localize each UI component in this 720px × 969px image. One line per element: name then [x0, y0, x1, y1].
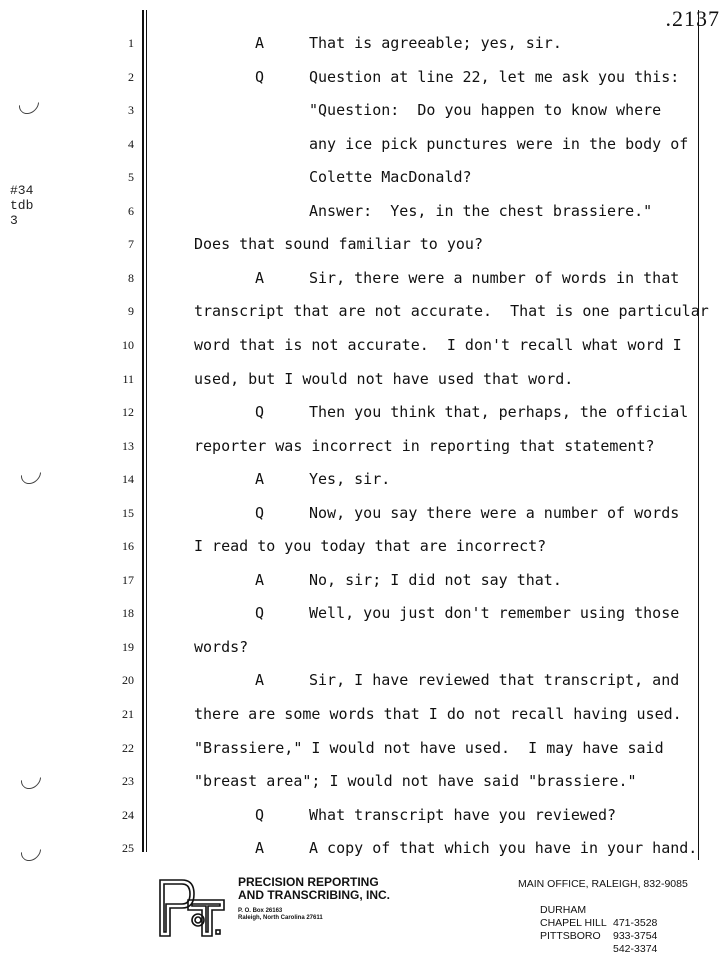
transcript-line: [0, 269, 720, 291]
line-number: 21: [104, 707, 134, 722]
line-number: 18: [104, 606, 134, 621]
line-text: Now, you say there were a number of words: [309, 504, 679, 522]
line-text: No, sir; I did not say that.: [309, 571, 562, 589]
line-text: reporter was incorrect in reporting that statement?: [194, 437, 655, 455]
transcript-line: [0, 638, 720, 660]
transcript-line: [0, 604, 720, 626]
office-phone: 471-3528: [613, 917, 657, 930]
transcript-line: [0, 202, 720, 224]
speaker-label: Q: [255, 806, 264, 824]
page-number: .2137: [666, 6, 720, 32]
speaker-label: Q: [255, 604, 264, 622]
line-text: Sir, there were a number of words in that: [309, 269, 679, 287]
transcript-line: [0, 235, 720, 257]
margin-note: 3: [10, 213, 33, 228]
office-phone-list: [518, 878, 536, 930]
line-text: "Question: Do you happen to know where: [309, 101, 661, 119]
transcript-line: [0, 302, 720, 324]
transcript-line: [0, 504, 720, 526]
line-number: 17: [104, 573, 134, 588]
office-phone: 933-3754: [613, 930, 657, 943]
line-text: Then you think that, perhaps, the official: [309, 403, 688, 421]
main-office: MAIN OFFICE, RALEIGH, 832-9085: [518, 878, 688, 891]
transcript-line: [0, 705, 720, 727]
company-logo: [156, 874, 228, 940]
line-number: 3: [104, 103, 134, 118]
transcript-line: [0, 537, 720, 559]
transcript-line: [0, 571, 720, 593]
line-text: Does that sound familiar to you?: [194, 235, 483, 253]
office-phone: 542-3374: [613, 943, 657, 956]
speaker-label: Q: [255, 504, 264, 522]
line-number: 10: [104, 338, 134, 353]
line-number: 23: [104, 774, 134, 789]
company-address: [238, 908, 390, 922]
margin-note: #34: [10, 183, 33, 198]
company-name: [238, 876, 390, 922]
transcript-line: [0, 403, 720, 425]
transcript-line: [0, 168, 720, 190]
line-text: What transcript have you reviewed?: [309, 806, 616, 824]
company-line-2: AND TRANSCRIBING, INC.: [238, 889, 390, 902]
line-number: 9: [104, 304, 134, 319]
line-number: 20: [104, 673, 134, 688]
transcript-line: [0, 34, 720, 56]
transcript-line: [0, 806, 720, 828]
line-text: used, but I would not have used that word.: [194, 370, 573, 388]
office-row: [518, 917, 536, 930]
speaker-label: A: [255, 269, 264, 287]
transcript-line: [0, 470, 720, 492]
transcript-line: [0, 135, 720, 157]
line-number: 12: [104, 405, 134, 420]
transcript-line: [0, 370, 720, 392]
line-number: 2: [104, 70, 134, 85]
line-text: "breast area"; I would not have said "brassiere.": [194, 772, 637, 790]
line-number: 7: [104, 237, 134, 252]
line-number: 8: [104, 271, 134, 286]
line-text: words?: [194, 638, 248, 656]
speaker-label: A: [255, 34, 264, 52]
line-text: Sir, I have reviewed that transcript, and: [309, 671, 679, 689]
line-number: 15: [104, 506, 134, 521]
line-number: 19: [104, 640, 134, 655]
office-city: CHAPEL HILL: [540, 917, 607, 930]
line-text: Answer: Yes, in the chest brassiere.": [309, 202, 652, 220]
speaker-label: A: [255, 839, 264, 857]
line-number: 5: [104, 170, 134, 185]
transcript-line: [0, 739, 720, 761]
address-line-1: P. O. Box 26163: [238, 908, 390, 915]
speaker-label: A: [255, 671, 264, 689]
speaker-label: A: [255, 470, 264, 488]
line-number: 11: [104, 372, 134, 387]
line-text: transcript that are not accurate. That is one particular: [194, 302, 709, 320]
transcript-line: [0, 839, 720, 861]
speaker-label: A: [255, 571, 264, 589]
line-text: A copy of that which you have in your hand.: [309, 839, 697, 857]
line-text: That is agreeable; yes, sir.: [309, 34, 562, 52]
address-line-2: Raleigh, North Carolina 27611: [238, 915, 390, 922]
line-text: I read to you today that are incorrect?: [194, 537, 546, 555]
line-number: 6: [104, 204, 134, 219]
transcript-line: [0, 671, 720, 693]
company-line-1: PRECISION REPORTING: [238, 876, 390, 889]
office-row: [518, 891, 536, 904]
margin-note: tdb: [10, 198, 33, 213]
transcript-line: [0, 772, 720, 794]
line-number: 22: [104, 741, 134, 756]
line-number: 14: [104, 472, 134, 487]
line-number: 25: [104, 841, 134, 856]
office-city: PITTSBORO: [540, 930, 601, 943]
footer: [0, 870, 720, 941]
office-city: DURHAM: [540, 904, 586, 917]
speaker-label: Q: [255, 68, 264, 86]
transcript-line: [0, 101, 720, 123]
line-number: 13: [104, 439, 134, 454]
line-text: any ice pick punctures were in the body of: [309, 135, 688, 153]
line-text: there are some words that I do not recall having used.: [194, 705, 682, 723]
line-text: Yes, sir.: [309, 470, 390, 488]
pt-logo-icon: [156, 874, 228, 940]
line-number: 24: [104, 808, 134, 823]
line-text: Question at line 22, let me ask you this:: [309, 68, 679, 86]
transcript-line: [0, 68, 720, 90]
line-text: "Brassiere," I would not have used. I may have said: [194, 739, 664, 757]
line-text: word that is not accurate. I don't recall what word I: [194, 336, 682, 354]
transcript-line: [0, 437, 720, 459]
line-text: Well, you just don't remember using those: [309, 604, 679, 622]
office-row: [518, 904, 536, 917]
transcript-line: [0, 336, 720, 358]
speaker-label: Q: [255, 403, 264, 421]
line-number: 16: [104, 539, 134, 554]
line-text: Colette MacDonald?: [309, 168, 472, 186]
line-number: 4: [104, 137, 134, 152]
line-number: 1: [104, 36, 134, 51]
